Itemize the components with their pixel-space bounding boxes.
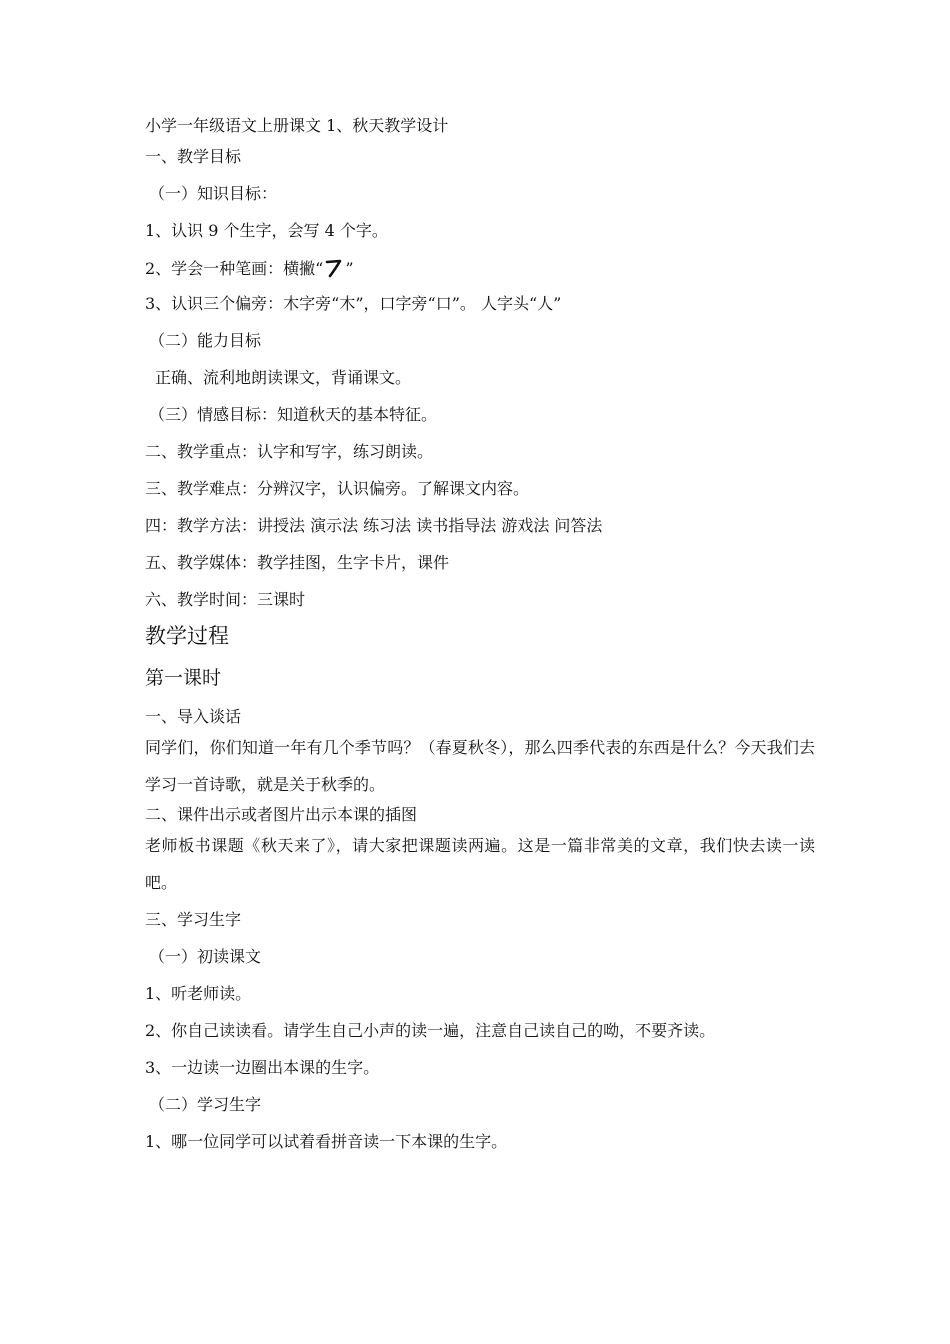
- knowledge-item-2: [145, 256, 815, 281]
- knowledge-item-2-prefix: 2、学会一种笔画：横撇“: [145, 259, 324, 278]
- key-points: 二、教学重点：认字和写字，练习朗读。: [145, 442, 434, 461]
- section3-item-1: 1、听老师读。: [145, 984, 252, 1003]
- ability-heading: （二）能力目标: [149, 331, 262, 350]
- teaching-time: 六、教学时间：三课时: [145, 590, 306, 609]
- section3-sub1: （一）初读课文: [149, 947, 262, 966]
- knowledge-item-2-suffix: ”: [345, 259, 354, 278]
- teaching-methods: 四：教学方法：讲授法 演示法 练习法 读书指导法 游戏法 问答法: [145, 516, 603, 535]
- objectives-heading: 一、教学目标: [145, 147, 242, 166]
- knowledge-heading: （一）知识目标：: [149, 184, 278, 203]
- section3-item-2: 2、你自己读读看。请学生自己小声的读一遍，注意自己读自己的呦，不要齐读。: [145, 1021, 716, 1040]
- knowledge-item-1: 1、认识 9 个生字，会写 4 个字。: [145, 221, 388, 240]
- teaching-media: 五、教学媒体：教学挂图，生字卡片，课件: [145, 553, 450, 572]
- section3-heading: 三、学习生字: [145, 910, 242, 929]
- ability-text: 正确、流利地朗读课文，背诵课文。: [155, 368, 412, 387]
- document-body: [145, 114, 815, 1154]
- section3-item-3: 3、一边读一边圈出本课的生字。: [145, 1058, 380, 1077]
- emotion-objective: （三）情感目标：知道秋天的基本特征。: [149, 405, 438, 424]
- section2-heading: 二、课件出示或者图片出示本课的插图: [145, 805, 418, 824]
- section3-sub2: （二）学习生字: [149, 1095, 262, 1114]
- section1-heading: 一、导入谈话: [145, 707, 242, 726]
- lesson1-heading: 第一课时: [145, 667, 222, 689]
- section2-text: 老师板书课题《秋天来了》，请大家把课题读两遍。这是一篇非常美的文章，我们快去读一读吧。: [145, 836, 815, 892]
- process-heading: 教学过程: [145, 624, 229, 648]
- section1-text: 同学们，你们知道一年有几个季节吗？（春夏秋冬），那么四季代表的东西是什么？今天我们去学习一首诗歌，就是关于秋季的。: [145, 738, 815, 794]
- difficulties: 三、教学难点：分辨汉字，认识偏旁。了解课文内容。: [145, 479, 530, 498]
- document-title: 小学一年级语文上册课文 1、秋天教学设计: [145, 116, 449, 135]
- section3-item-4: 1、哪一位同学可以试着看拼音读一下本课的生字。: [145, 1132, 508, 1151]
- hengpie-stroke-icon: [323, 256, 345, 278]
- knowledge-item-3: 3、认识三个偏旁：木字旁“木”，口字旁“口”。 人字头“人”: [145, 294, 562, 313]
